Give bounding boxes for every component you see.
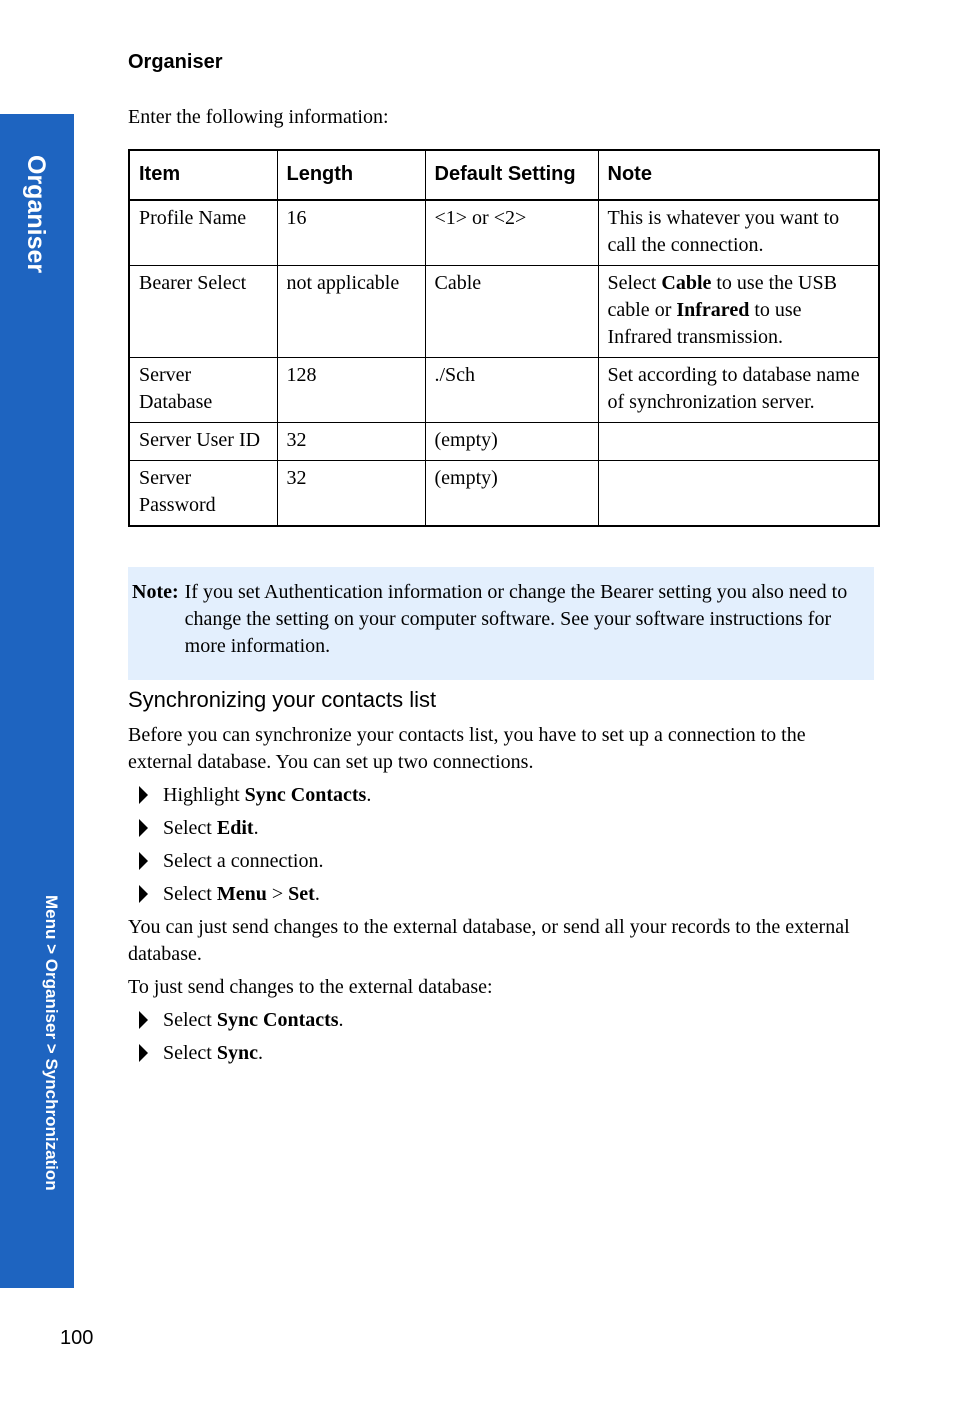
sidebar-tab <box>0 114 74 1288</box>
cell-default: (empty) <box>425 423 598 461</box>
column-header-length: Length <box>277 150 425 200</box>
steps-list-1 <box>128 782 874 908</box>
note-box <box>128 567 874 680</box>
cell-length: 128 <box>277 358 425 423</box>
table-row <box>129 423 879 461</box>
section-title: Synchronizing your contacts list <box>128 687 437 712</box>
list-item: Select Sync Contacts. <box>128 1007 874 1034</box>
bullet-arrow-icon <box>139 786 148 804</box>
table-row <box>129 358 879 423</box>
cell-item: Server User ID <box>129 423 277 461</box>
note-label: Note: <box>132 581 179 603</box>
page-header: Organiser <box>128 51 223 73</box>
section-paragraph-2: You can just send changes to the external database, or send all your records to the external database. <box>128 916 850 965</box>
table-row <box>129 461 879 527</box>
section-paragraph-3: To just send changes to the external database: <box>128 976 493 998</box>
list-item: Select Sync. <box>128 1040 874 1067</box>
steps-list-2 <box>128 1007 874 1067</box>
cell-length: 32 <box>277 423 425 461</box>
bullet-arrow-icon <box>139 1044 148 1062</box>
bullet-arrow-icon <box>139 1011 148 1029</box>
list-item: Select a connection. <box>128 848 874 875</box>
section-paragraph-1: Before you can synchronize your contacts list, you have to set up a connection to the external database. You can set up two connections. <box>128 724 806 773</box>
cell-default: (empty) <box>425 461 598 527</box>
cell-note: This is whatever you want to call the connection. <box>598 200 879 266</box>
cell-item: Server Password <box>129 461 277 527</box>
cell-length: not applicable <box>277 266 425 358</box>
cell-note: Select Cable to use the USB cable or Infrared to use Infrared transmission. <box>598 266 879 358</box>
note-text: If you set Authentication information or change the Bearer setting you also need to change the setting on your computer software. See your software instructions for more information. <box>184 581 848 657</box>
cell-default: ./Sch <box>425 358 598 423</box>
column-header-item: Item <box>129 150 277 200</box>
page-content <box>128 104 874 1073</box>
list-item: Select Edit. <box>128 815 874 842</box>
list-item: Select Menu > Set. <box>128 881 874 908</box>
cell-item: Bearer Select <box>129 266 277 358</box>
bullet-arrow-icon <box>139 852 148 870</box>
intro-text: Enter the following information: <box>128 106 389 128</box>
sidebar-section-title: Organiser <box>22 155 50 274</box>
bullet-arrow-icon <box>139 819 148 837</box>
table-header-row <box>129 150 879 200</box>
table-row <box>129 200 879 266</box>
bullet-arrow-icon <box>139 885 148 903</box>
cell-length: 32 <box>277 461 425 527</box>
cell-default: <1> or <2> <box>425 200 598 266</box>
column-header-default: Default Setting <box>425 150 598 200</box>
table-row <box>129 266 879 358</box>
sidebar-breadcrumb: Menu > Organiser > Synchronization <box>42 895 61 1191</box>
page-number: 100 <box>60 1327 94 1349</box>
cell-default: Cable <box>425 266 598 358</box>
cell-item: Profile Name <box>129 200 277 266</box>
column-header-note: Note <box>598 150 879 200</box>
settings-table <box>128 149 880 527</box>
list-item: Highlight Sync Contacts. <box>128 782 874 809</box>
cell-length: 16 <box>277 200 425 266</box>
cell-note <box>598 461 879 527</box>
cell-note <box>598 423 879 461</box>
cell-note: Set according to database name of synchronization server. <box>598 358 879 423</box>
cell-item: Server Database <box>129 358 277 423</box>
